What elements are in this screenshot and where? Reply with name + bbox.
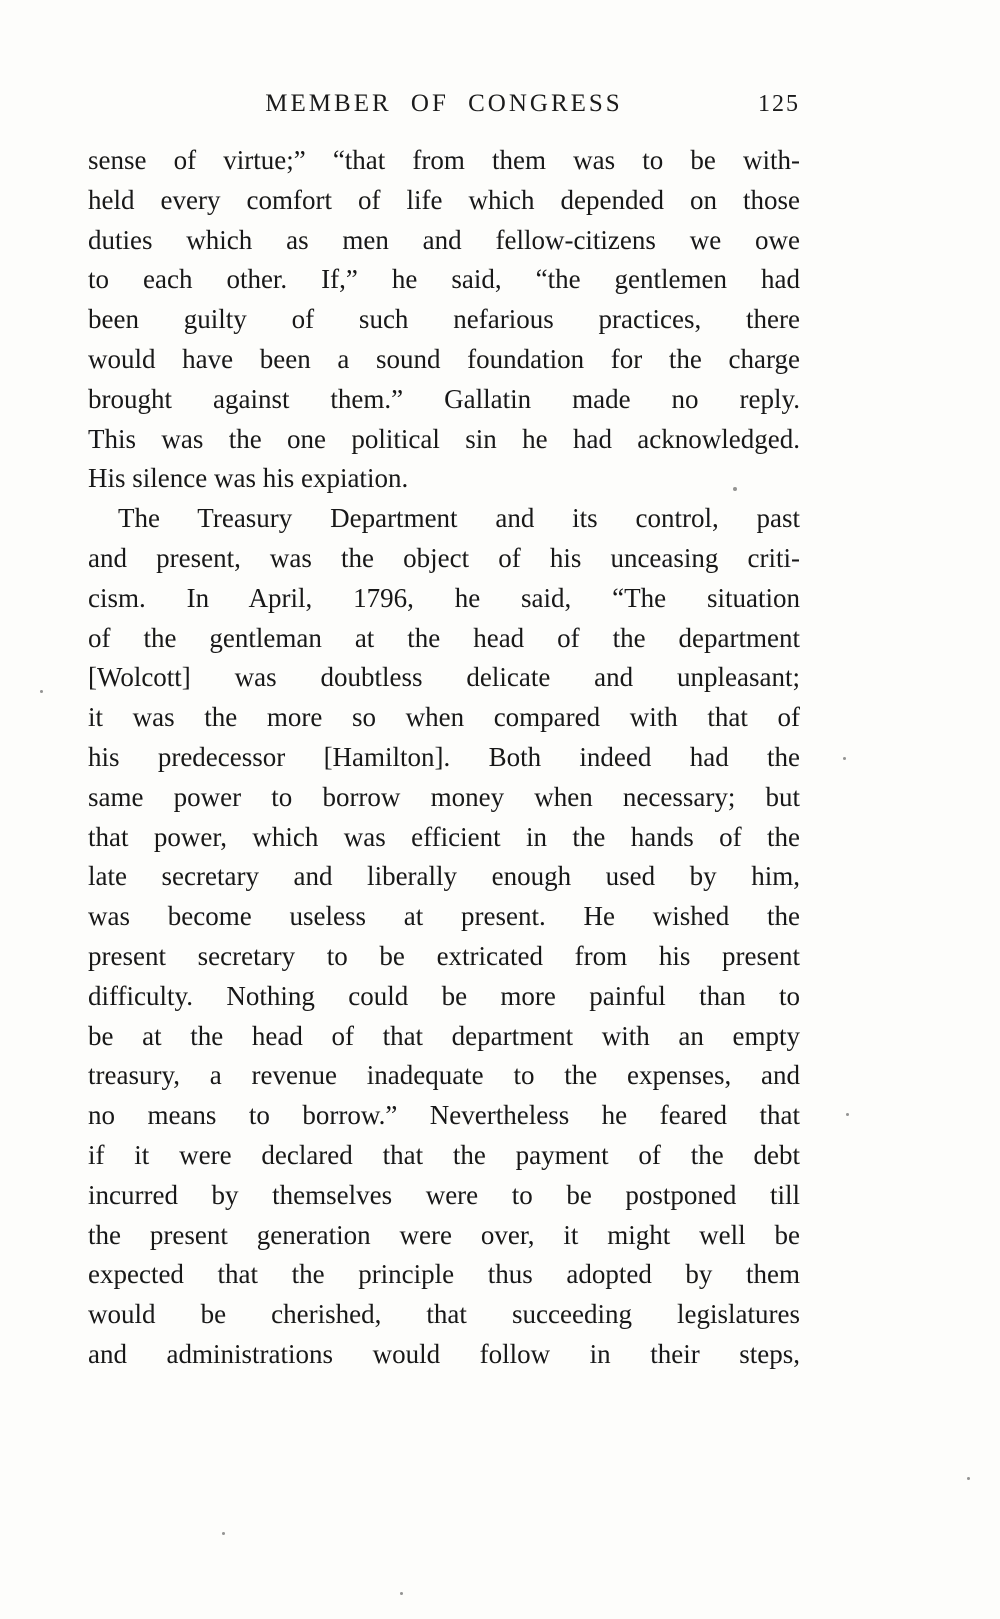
text-line: it was the more so when compared with that of	[88, 702, 800, 733]
text-line: held every comfort of life which depended on those	[88, 184, 800, 215]
scan-artifact	[733, 487, 737, 491]
text-line: incurred by themselves were to be postponed till	[88, 1179, 800, 1210]
text-line: sense of virtue;” “that from them was to be with-	[88, 145, 800, 175]
chapter-title: MEMBER OF CONGRESS	[265, 90, 623, 117]
text-line: to each other. If,” he said, “the gentlemen had	[88, 264, 800, 295]
text-line: present secretary to be extricated from his present	[88, 940, 800, 971]
page-number: 125	[758, 91, 800, 117]
text-line: same power to borrow money when necessary; but	[88, 781, 800, 812]
text-line: of the gentleman at the head of the department	[88, 622, 800, 653]
scan-artifact	[843, 757, 846, 760]
text-line: treasury, a revenue inadequate to the expenses, and	[88, 1060, 800, 1091]
text-line: and present, was the object of his unceasing criti-	[88, 542, 800, 573]
text-line: that power, which was efficient in the hands of the	[88, 821, 800, 852]
text-line: was become useless at present. He wished the	[88, 901, 800, 932]
text-line: cism. In April, 1796, he said, “The situation	[88, 582, 800, 613]
text-line: would be cherished, that succeeding legislatures	[88, 1299, 800, 1330]
scan-artifact	[967, 1477, 970, 1480]
scan-artifact	[846, 1113, 849, 1116]
text-line: expected that the principle thus adopted by them	[88, 1259, 800, 1290]
text-line: and administrations would follow in their steps,	[88, 1338, 800, 1369]
text-line: if it were declared that the payment of the debt	[88, 1139, 800, 1170]
text-line: This was the one political sin he had acknowledged.	[88, 423, 800, 454]
text-line: would have been a sound foundation for the charge	[88, 343, 800, 374]
paragraph	[88, 141, 800, 499]
running-head	[88, 90, 800, 122]
scan-artifact	[400, 1592, 403, 1595]
body-text	[88, 141, 800, 1375]
scan-artifact	[40, 690, 43, 693]
text-line: his predecessor [Hamilton]. Both indeed had the	[88, 741, 800, 772]
text-line: the present generation were over, it might well be	[88, 1219, 800, 1250]
text-line: no means to borrow.” Nevertheless he feared that	[88, 1100, 800, 1131]
text-line: His silence was his expiation.	[88, 463, 409, 494]
text-line: brought against them.” Gallatin made no reply.	[88, 383, 800, 414]
text-line: [Wolcott] was doubtless delicate and unpleasant;	[88, 662, 800, 693]
text-line: The Treasury Department and its control, past	[118, 503, 800, 534]
text-line: been guilty of such nefarious practices, there	[88, 304, 800, 335]
text-line: duties which as men and fellow-citizens we owe	[88, 224, 800, 255]
paragraph	[88, 499, 800, 1375]
scan-artifact	[222, 1532, 225, 1535]
text-line: late secretary and liberally enough used by him,	[88, 861, 800, 892]
text-line: difficulty. Nothing could be more painful than to	[88, 980, 800, 1011]
text-line: be at the head of that department with an empty	[88, 1020, 800, 1051]
